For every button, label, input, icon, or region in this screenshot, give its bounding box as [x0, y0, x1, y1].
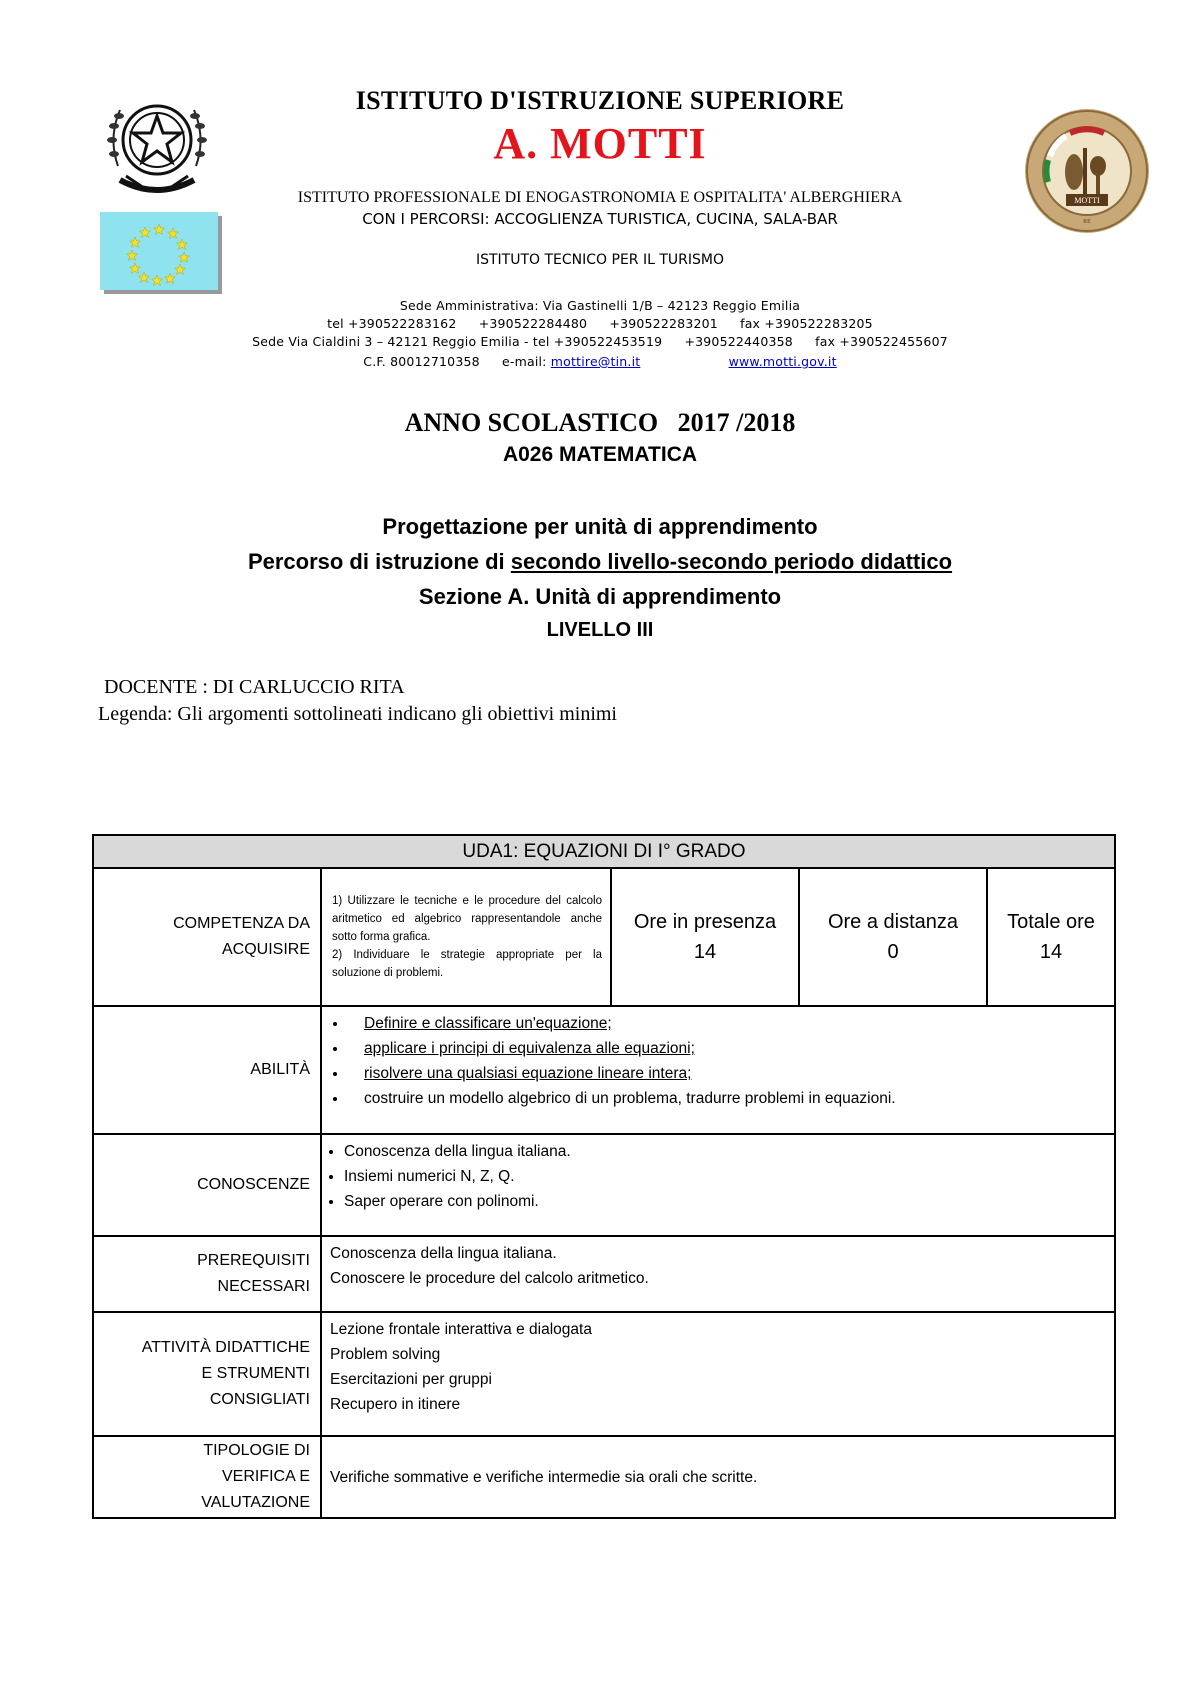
- teacher-name: DOCENTE : DI CARLUCCIO RITA: [104, 676, 405, 698]
- list-item: • costruire un modello algebrico di un problema, tradurre problemi in equazioni.: [348, 1086, 1106, 1111]
- technical-institute-line: ISTITUTO TECNICO PER IL TURISMO: [475, 252, 725, 268]
- hours-presence-value: 14: [693, 941, 717, 963]
- prerequisites-row: [93, 1236, 1115, 1312]
- list-item: • Saper operare con polinomi.: [344, 1189, 1106, 1214]
- verification-label-line2: VERIFICA E: [221, 1468, 310, 1485]
- verification-label: [93, 1436, 321, 1518]
- list-item: Problem solving: [330, 1346, 441, 1363]
- list-item: Conoscenza della lingua italiana.: [330, 1245, 557, 1262]
- second-site-fax: fax +390522455607: [815, 334, 948, 349]
- competence-text: [321, 868, 611, 1006]
- seal-sublabel: RE: [1083, 219, 1091, 225]
- planning-title: Progettazione per unità di apprendimento: [382, 514, 818, 539]
- path-title: [0, 549, 1200, 575]
- second-site-line: Sede Via Cialdini 3 – 42121 Reggio Emilia - tel +390522453519: [252, 334, 663, 349]
- professional-paths-line: CON I PERCORSI: ACCOGLIENZA TURISTICA, CUCINA, SALA-BAR: [362, 210, 838, 228]
- knowledge-row: [93, 1134, 1115, 1236]
- uda-table: [92, 834, 1116, 1519]
- hours-distance-cell: [799, 868, 987, 1006]
- list-item: Lezione frontale interattiva e dialogata: [330, 1321, 592, 1338]
- prerequisites-label-line2: NECESSARI: [217, 1278, 310, 1295]
- list-item: Recupero in itinere: [330, 1396, 461, 1413]
- competence-label-line2: ACQUISIRE: [221, 941, 310, 958]
- hours-distance-value: 0: [887, 941, 899, 963]
- admin-phones: [0, 316, 1200, 331]
- verification-cell: Verifiche sommative e verifiche intermedie sia orali che scritte.: [321, 1436, 1115, 1518]
- admin-address: Sede Amministrativa: Via Gastinelli 1/B – 42123 Reggio Emilia: [399, 298, 801, 313]
- hours-presence-cell: [611, 868, 799, 1006]
- school-year-text: ANNO SCOLASTICO 2017 /2018: [404, 408, 796, 437]
- institute-name: A. MOTTI: [493, 119, 707, 168]
- second-site-phone: +390522440358: [684, 334, 793, 349]
- prerequisites-label-line1: PREREQUISITI: [197, 1252, 310, 1269]
- hours-total-cell: [987, 868, 1115, 1006]
- list-item: • Insiemi numerici N, Z, Q.: [344, 1164, 1106, 1189]
- prerequisites-cell: [321, 1236, 1115, 1312]
- list-item: • risolvere una qualsiasi equazione lineare intera;: [348, 1061, 1106, 1086]
- activities-label: [93, 1312, 321, 1436]
- hours-presence-label: Ore in presenza: [633, 911, 777, 933]
- website-link[interactable]: www.motti.gov.it: [728, 354, 837, 369]
- activities-label-line3: CONSIGLIATI: [209, 1391, 310, 1408]
- knowledge-cell: [321, 1134, 1115, 1236]
- skills-label: ABILITÀ: [93, 1006, 321, 1134]
- seal-label: MOTTI: [1074, 196, 1100, 205]
- path-title-prefix: Percorso di istruzione di: [247, 549, 511, 574]
- list-item: • Conoscenza della lingua italiana.: [344, 1139, 1106, 1164]
- path-title-underlined: secondo livello-secondo periodo didattico: [510, 549, 953, 574]
- list-item: Esercitazioni per gruppi: [330, 1371, 492, 1388]
- admin-phone-1: tel +390522283162: [327, 316, 457, 331]
- hours-distance-label: Ore a distanza: [827, 911, 959, 933]
- list-item: • Definire e classificare un'equazione;: [348, 1011, 1106, 1036]
- skills-row: [93, 1006, 1115, 1134]
- professional-institute-line: ISTITUTO PROFESSIONALE DI ENOGASTRONOMIA E OSPITALITA' ALBERGHIERA: [297, 189, 903, 206]
- competence-item-1: 1) Utilizzare le tecniche e le procedure del calcolo aritmetico ed algebrico rappresentandole anche sotto forma grafica.: [332, 895, 602, 943]
- table-title-row: [93, 835, 1115, 868]
- competence-label-line1: COMPETENZA DA: [173, 915, 310, 932]
- school-year: [0, 408, 1200, 438]
- verification-label-line1: TIPOLOGIE DI: [203, 1442, 310, 1459]
- prerequisites-label: [93, 1236, 321, 1312]
- activities-row: [93, 1312, 1115, 1436]
- competence-row: [93, 868, 1115, 1006]
- section-title: Sezione A. Unità di apprendimento: [418, 584, 782, 609]
- admin-phone-2: +390522284480: [478, 316, 588, 331]
- subject-title: A026 MATEMATICA: [502, 443, 698, 466]
- level-title: LIVELLO III: [546, 619, 654, 641]
- hours-total-label: Totale ore: [1007, 911, 1095, 933]
- verification-label-line3: VALUTAZIONE: [201, 1494, 310, 1511]
- list-item: • applicare i principi di equivalenza alle equazioni;: [348, 1036, 1106, 1061]
- email-link[interactable]: mottire@tin.it: [550, 354, 641, 369]
- list-item: Conoscere le procedure del calcolo aritmetico.: [330, 1270, 649, 1287]
- tax-code: C.F. 80012710358: [363, 354, 480, 369]
- second-site-address: [0, 334, 1200, 349]
- skills-cell: [321, 1006, 1115, 1134]
- contacts-line: [0, 354, 1200, 369]
- competence-item-2: 2) Individuare le strategie appropriate per la soluzione di problemi.: [332, 949, 602, 979]
- email-label: e-mail:: [501, 354, 547, 369]
- activities-cell: [321, 1312, 1115, 1436]
- institute-type-title: ISTITUTO D'ISTRUZIONE SUPERIORE: [355, 86, 845, 115]
- admin-phone-3: +390522283201: [609, 316, 718, 331]
- hours-total-value: 14: [1039, 941, 1063, 963]
- legend-note: Legenda: Gli argomenti sottolineati indicano gli obiettivi minimi: [98, 703, 617, 725]
- activities-label-line2: E STRUMENTI: [201, 1365, 310, 1382]
- verification-row: [93, 1436, 1115, 1518]
- competence-label: [93, 868, 321, 1006]
- activities-label-line1: ATTIVITÀ DIDATTICHE: [141, 1339, 310, 1356]
- admin-fax: fax +390522283205: [740, 316, 873, 331]
- knowledge-label: CONOSCENZE: [93, 1134, 321, 1236]
- uda-title: UDA1: EQUAZIONI DI I° GRADO: [93, 835, 1115, 868]
